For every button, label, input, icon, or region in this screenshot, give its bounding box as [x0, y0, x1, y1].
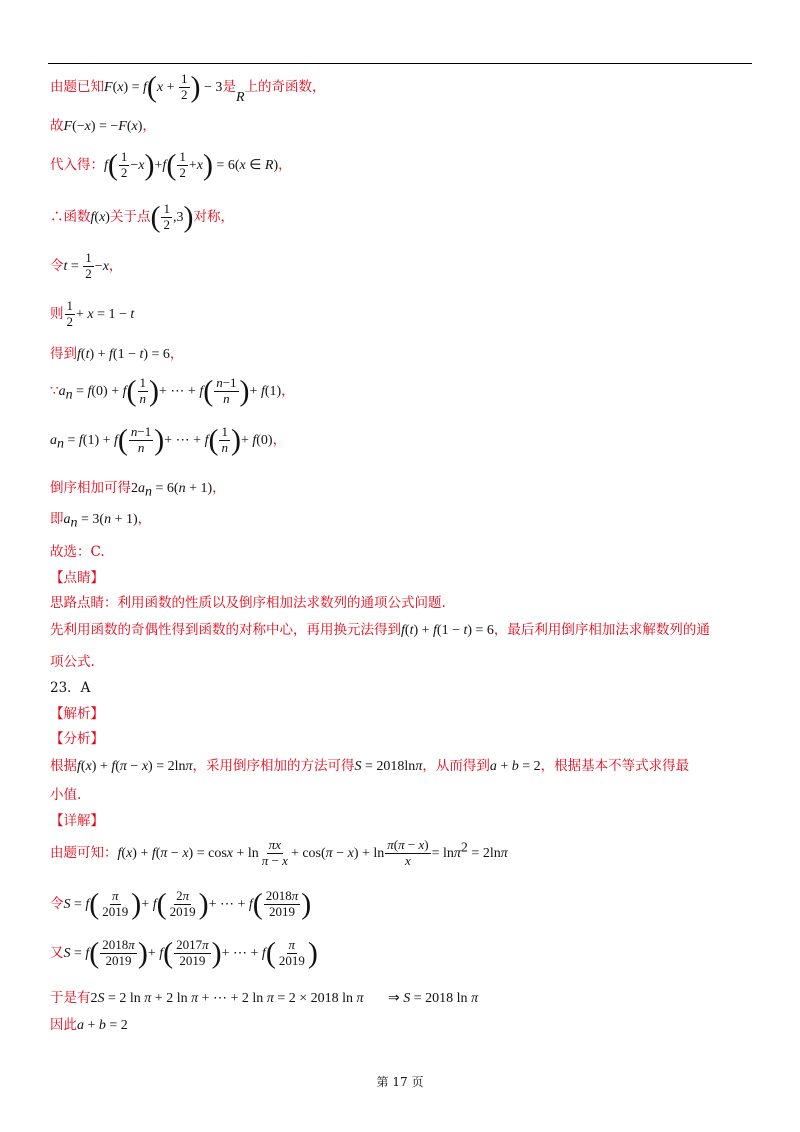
text: 先利用函数的奇偶性得到函数的对称中心，再用换元法得到 [50, 622, 401, 638]
line-6: 则 $\frac{1}{2}$ + x = 1 − t [50, 298, 135, 329]
text: ， [169, 346, 184, 362]
text: 令 [50, 895, 64, 912]
text: 是 [222, 78, 236, 95]
paragraph: 根据f(x) + f(π − x) = 2lnπ，采用倒序相加的方法可得S = 2018lnπ，从而得到a + b = 2，根据基本不等式求得最 [50, 758, 690, 774]
section-heading: 【分析】 [50, 731, 104, 747]
page-number: 第 17 页 [376, 1075, 424, 1089]
paragraph: 小值. [50, 787, 82, 803]
text: 由题已知 [50, 78, 104, 95]
text: 又 [50, 944, 64, 961]
text: ，采用倒序相加的方法可得 [192, 758, 355, 774]
line-4: ∴函数f(x)关于点( $\frac{1}{2}$ ,3)对称， [50, 200, 234, 234]
text: ，最后利用倒序相加法求解数列的通 [493, 622, 710, 638]
line-1: 由题已知F(x) = f(x + $\frac{1}{2}$ ) − 3是R上的奇函数， [50, 70, 326, 105]
text: 令 [50, 257, 64, 274]
text: 得到 [50, 346, 77, 362]
section-heading: 【详解】 [50, 813, 104, 829]
text: ， [272, 431, 287, 448]
line-8: $\because a_n = f(0) + f$( $\frac{1}{n}$ )+ ⋯ + f( $\frac{n-1}{n}$ )+ f(1)， [50, 374, 295, 408]
section-heading: 【点睛】 [50, 570, 104, 586]
text: ，从而得到 [422, 758, 490, 774]
line-10: 倒序相加可得$2a_n = 6(n + 1)$， [50, 480, 226, 500]
text: 故 [50, 118, 64, 134]
text: 根据 [50, 758, 77, 774]
paragraph: 项公式. [50, 654, 95, 670]
line-5: 令t = $\frac{1}{2}$ −x， [50, 250, 123, 281]
text: 代入得： [50, 156, 104, 173]
line-2: 故F(−x) = −F(x)， [50, 118, 156, 134]
line-9: $a_n = f(1) + f$( $\frac{n-1}{n}$ )+ ⋯ + f( $\frac{1}{n}$ )+ f(0)， [50, 423, 287, 457]
line-7: 得到f(t) + f(1 − t) = 6， [50, 346, 184, 362]
text: ， [281, 382, 295, 399]
text: ，根据基本不等式求得最 [540, 758, 690, 774]
text: ， [137, 511, 152, 527]
question-number: 23．A [50, 680, 91, 696]
header-rule [48, 63, 752, 64]
answer-line: 故选：C. [50, 544, 105, 560]
text: 因此 [50, 1017, 77, 1033]
text: 于是有 [50, 990, 91, 1006]
text: ∵ [50, 382, 59, 399]
text: 上的奇函数， [244, 78, 326, 95]
text: ， [142, 118, 156, 134]
equation-line: 于是有2S = 2 ln π + 2 ln π + ⋯ + 2 ln π = 2 × 2018 ln π ⇒ S = 2018 ln π [50, 990, 479, 1006]
equation-line: 令S = f( $\frac{\pi}{2019}$ )+ f( $\frac{2\pi}{2019}$ )+ ⋯ + f( $\frac{2018\pi}{2019}$ ) [50, 887, 312, 921]
text: ∴函数 [50, 208, 91, 225]
text: ， [108, 257, 123, 274]
paragraph: 思路点睛：利用函数的性质以及倒序相加法求数列的通项公式问题. [50, 595, 446, 611]
text: ， [212, 480, 226, 496]
line-11: 即$a_n = 3(n + 1)$， [50, 511, 152, 531]
section-heading: 【解析】 [50, 706, 104, 722]
equation-line: 由题可知：f(x) + f(π − x) = cosx + ln $\frac{\pi x}{\pi - x}$ + cos(π − x) + ln $\frac{\pi(\pi - x)}{x}$ = lnπ$^2$ = 2lnπ [50, 837, 508, 868]
text: 即 [50, 511, 64, 527]
text: ， [278, 156, 292, 173]
equation-line: 因此a + b = 2 [50, 1017, 128, 1033]
text: 对称， [193, 208, 234, 225]
text: 由题可知： [50, 844, 118, 861]
text: 则 [50, 305, 64, 322]
paragraph: 先利用函数的奇偶性得到函数的对称中心，再用换元法得到f(t) + f(1 − t) = 6，最后利用倒序相加法求解数列的通 [50, 622, 710, 638]
line-3: 代入得：f( $\frac{1}{2}$ −x)+f( $\frac{1}{2}$ +x) = 6(x ∈ R)， [50, 148, 292, 182]
equation-line: 又S = f( $\frac{2018\pi}{2019}$ )+ f( $\frac{2017\pi}{2019}$ )+ ⋯ + f( $\frac{\pi}{2019}$ ) [50, 936, 318, 970]
text: 倒序相加可得 [50, 480, 131, 496]
text: 关于点 [109, 208, 151, 225]
